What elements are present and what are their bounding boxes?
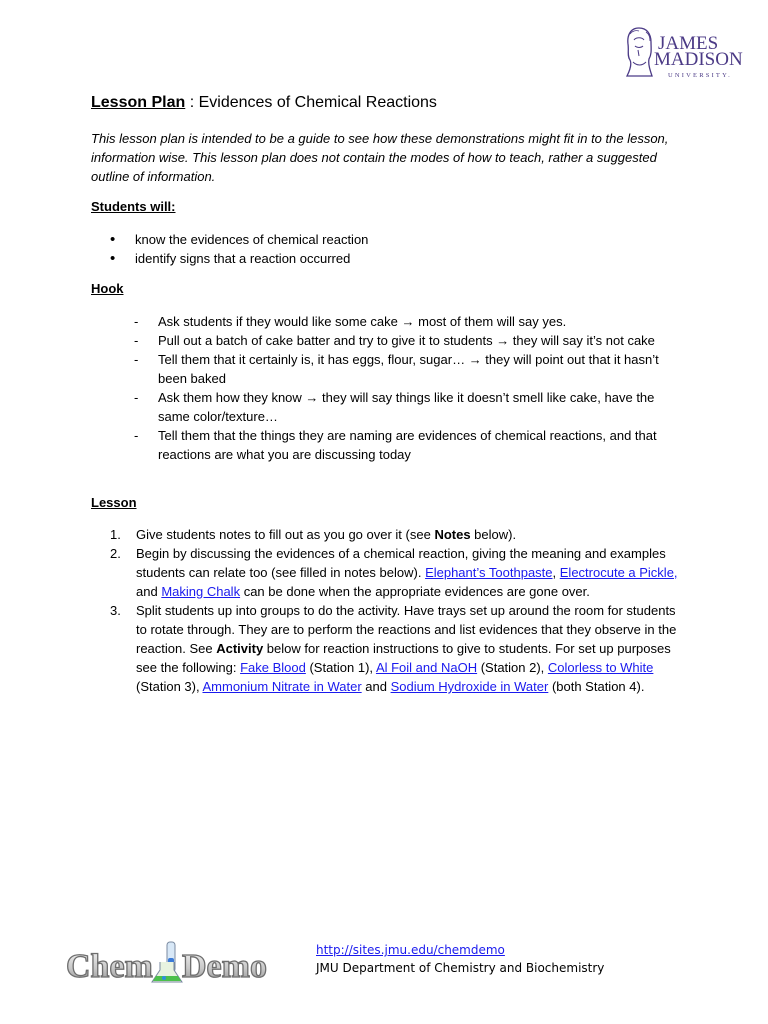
madison-portrait-icon [624,26,654,78]
notes-bold: Notes [434,527,471,542]
lesson-heading: Lesson [91,495,137,510]
title-separator: : [185,94,199,111]
step-number: 3. [110,603,121,618]
colorless-to-white-link[interactable]: Colorless to White [547,660,654,675]
chemdemo-logo [64,940,280,986]
fake-blood-link[interactable]: Fake Blood [240,660,306,675]
list-item: • identify signs that a reaction occurred [110,249,368,268]
sodium-hydroxide-link[interactable]: Sodium Hydroxide in Water [390,679,549,694]
step-text: (Station 2), [477,660,548,675]
list-item: - Tell them that the things they are naming are evidences of chemical reactions, and that reactions are what you are discussing today [134,426,674,464]
intro-paragraph: This lesson plan is intended to be a guide to see how these demonstrations might fit in to the lesson, information wise. This lesson plan does not contain the modes of how to teach, rather a suggested outline of information. [91,131,669,184]
title-text: Evidences of Chemical Reactions [198,94,437,111]
list-item [110,525,680,544]
step-text: and [136,565,682,599]
step-text: below). [470,527,517,542]
jmu-name-line3: UNIVERSITY. [668,72,732,79]
flask-icon [152,942,182,982]
al-foil-naoh-link[interactable]: Al Foil and NaOH [375,660,478,675]
list-item [110,544,680,601]
step-text: Give students notes to fill out as you go over it (see [136,527,435,542]
step-text: (Station 1), [305,660,376,675]
jmu-logo [622,26,743,90]
list-item: - Ask them how they know → they will say things like it doesn’t smell like cake, have the same color/texture… [134,388,674,426]
step-text: Begin by discussing the evidences of a chemical reaction, giving the meaning and examples students can relate too (see filled in notes below). [136,546,666,580]
step-text: and [361,679,391,694]
title-label: Lesson Plan [91,94,186,111]
step-text: can be done when the appropriate evidences are gone over. [240,584,590,599]
hook-list [134,312,674,464]
step-number: 2. [110,546,121,561]
chemdemo-url-link[interactable]: http://sites.jmu.edu/chemdemo [316,943,505,957]
step-text: (both Station 4). [548,679,645,694]
list-item: • know the evidences of chemical reaction [110,230,368,249]
step-text: (Station 3), [136,679,203,694]
list-item: - Pull out a batch of cake batter and try to give it to students → they will say it’s not cake [134,331,674,350]
chemdemo-logo-graphic [64,940,280,986]
ammonium-nitrate-link[interactable]: Ammonium Nitrate in Water [202,679,362,694]
jmu-name-line1: JAMES [658,33,719,54]
chemdemo-logo-right: Demo [182,948,267,985]
students-list [110,230,368,268]
page-title [91,94,437,112]
hook-heading: Hook [91,281,124,296]
students-heading: Students will: [91,199,176,214]
making-chalk-link[interactable]: Making Chalk [161,584,241,599]
step-text: Split students up into groups to do the activity. Have trays set up around the room for students to rotate through. They are to perform the reactions and list evidences that they observe in the reaction. See [136,603,677,656]
list-item [110,601,680,696]
electrocute-pickle-link[interactable]: Electrocute a Pickle, [559,565,678,580]
department-name: JMU Department of Chemistry and Biochemistry [316,961,605,975]
jmu-name-line2: MADISON [654,49,743,70]
list-item: - Ask students if they would like some cake → most of them will say yes. [134,312,674,331]
step-number: 1. [110,527,121,542]
chemdemo-logo-left: Chem [66,948,153,985]
lesson-steps [110,525,680,696]
step-text: below for reaction instructions to give to students. For set up purposes see the following: [136,641,671,675]
elephants-toothpaste-link[interactable]: Elephant’s Toothpaste [425,565,553,580]
list-item: - Tell them that it certainly is, it has eggs, flour, sugar… → they will point out that it hasn’t been baked [134,350,674,388]
activity-bold: Activity [216,641,264,656]
step-text: , [552,565,560,580]
